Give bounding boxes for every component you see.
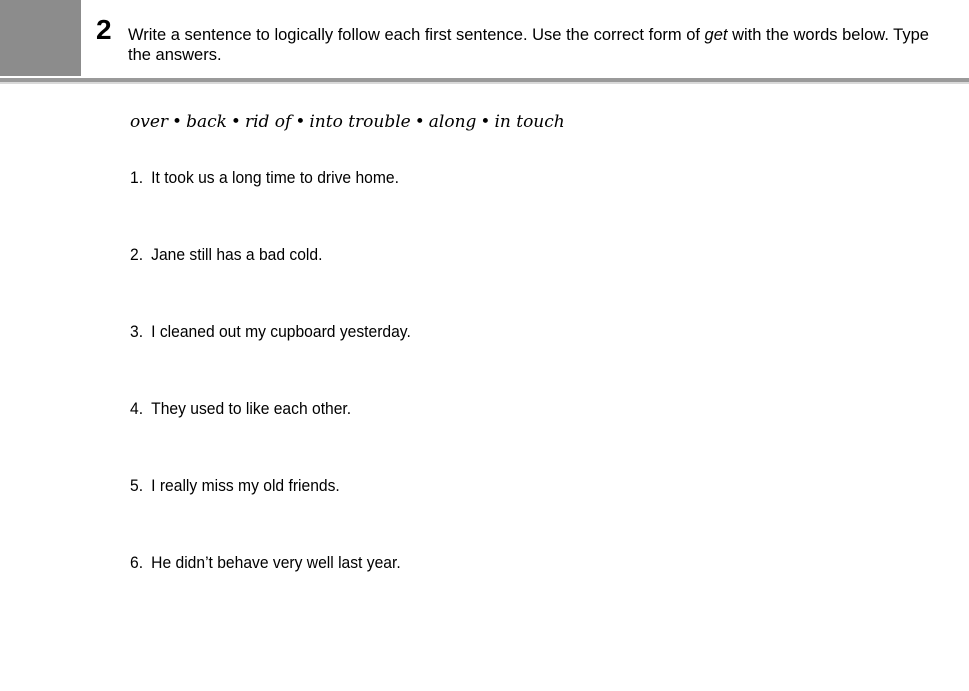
sentence-number: 1. <box>130 168 144 187</box>
sentence-number: 3. <box>130 322 144 341</box>
sentence-item <box>130 320 411 397</box>
sentence-number: 6. <box>130 553 144 572</box>
word-bank-separator: • <box>480 112 491 132</box>
word-bank-item: back <box>186 112 227 132</box>
sentence-item <box>130 243 411 320</box>
sentence-item <box>130 397 411 474</box>
sentence-text: He didn’t behave very well last year. <box>151 553 401 572</box>
sentence-text: They used to like each other. <box>151 399 352 418</box>
sentence-text: I cleaned out my cupboard yesterday. <box>151 322 411 341</box>
word-bank-separator: • <box>172 112 183 132</box>
word-bank-item: over <box>130 112 169 132</box>
word-bank <box>130 110 565 134</box>
exercise-instruction <box>128 25 948 65</box>
sentence-text: Jane still has a bad cold. <box>151 245 323 264</box>
word-bank-item: into trouble <box>309 112 411 132</box>
sentence-text: It took us a long time to drive home. <box>151 168 399 187</box>
instruction-text-1: Write a sentence to logically follow each first sentence. Use the correct form of <box>128 26 705 44</box>
exercise-number: 2 <box>96 14 112 45</box>
exercise-header <box>0 0 969 78</box>
sentence-item <box>130 166 411 243</box>
sentence-text: I really miss my old friends. <box>151 476 340 495</box>
sentence-item <box>130 551 411 628</box>
instruction-keyword: get <box>704 26 728 44</box>
word-bank-separator: • <box>230 112 241 132</box>
sentence-number: 4. <box>130 399 144 418</box>
instruction-text-2: with the words below. Type the answers. <box>128 26 929 64</box>
sentence-list <box>130 166 435 628</box>
word-bank-item: rid of <box>244 112 292 132</box>
word-bank-separator: • <box>414 112 425 132</box>
word-bank-item: along <box>428 112 477 132</box>
sentence-number: 5. <box>130 476 144 495</box>
word-bank-item: in touch <box>494 112 565 132</box>
header-divider-shadow <box>0 82 969 84</box>
sentence-item <box>130 474 411 551</box>
sentence-number: 2. <box>130 245 144 264</box>
header-grey-block <box>0 0 81 76</box>
word-bank-separator: • <box>295 112 306 132</box>
